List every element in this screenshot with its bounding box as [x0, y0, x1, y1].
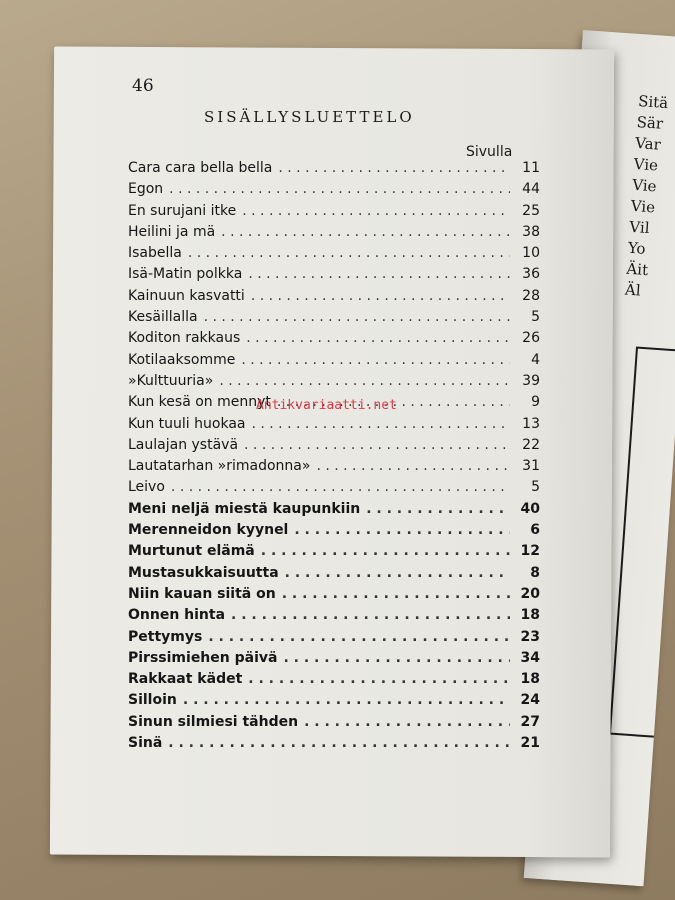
dot-leader [316, 458, 510, 474]
toc-page-number: 8 [530, 564, 540, 581]
toc-title: Pirssimiehen päivä [128, 649, 278, 666]
toc-title: Pettymys [128, 628, 203, 645]
toc-page-number: 9 [531, 394, 540, 411]
dot-leader [169, 181, 510, 197]
toc-entry [128, 181, 540, 202]
toc-title: »Kulttuuria» [128, 372, 214, 389]
toc-page-number: 18 [520, 671, 540, 688]
toc-page-number: 20 [520, 585, 540, 602]
toc-entry [128, 501, 540, 522]
dot-leader [285, 565, 510, 581]
toc-entry [128, 288, 540, 309]
toc-page-number: 25 [522, 202, 540, 219]
toc-page-number: 6 [530, 522, 540, 539]
dot-leader [168, 735, 510, 751]
toc-entry [128, 714, 540, 735]
toc-page-number: 40 [520, 500, 540, 517]
page-title: SISÄLLYSLUETTELO [204, 108, 415, 126]
toc-page-number: 31 [522, 458, 540, 475]
right-page-line: Sitä [637, 92, 669, 113]
toc-page-number: 24 [520, 692, 540, 709]
toc-page-number: 44 [522, 181, 540, 198]
dot-leader [204, 309, 510, 325]
toc-page-number: 18 [520, 607, 540, 624]
toc-page-number: 23 [520, 628, 540, 645]
dot-leader [304, 714, 510, 730]
right-page-line: Vie [633, 154, 659, 175]
toc-entry [128, 692, 540, 713]
right-page-line: Var [634, 133, 662, 154]
toc-title: Leivo [128, 479, 165, 496]
toc-entry [128, 203, 540, 224]
right-page-line: Yo [627, 238, 647, 258]
toc-title: En surujani itke [128, 202, 237, 219]
toc-title: Kotilaaksomme [128, 351, 236, 368]
right-page-line: Vie [631, 175, 658, 196]
toc-title: Merenneidon kyynel [128, 522, 289, 539]
toc-page-number: 28 [522, 287, 540, 304]
toc-entry [128, 352, 540, 373]
dot-leader [278, 160, 510, 176]
toc-title: Kesäillalla [128, 309, 198, 326]
toc-title: Isabella [128, 245, 182, 262]
toc-title: Kainuun kasvatti [128, 287, 245, 304]
dot-leader [248, 671, 510, 687]
toc-entry [128, 245, 540, 266]
toc-title: Mustasukkaisuutta [128, 564, 279, 581]
toc-entry [128, 543, 540, 564]
toc-title: Cara cara bella bella [128, 160, 273, 176]
toc-page-number: 11 [522, 160, 540, 176]
dot-leader [242, 203, 510, 219]
toc-title: Meni neljä miestä kaupunkiin [128, 500, 361, 517]
toc-entry [128, 160, 540, 181]
toc-entry [128, 671, 540, 692]
dot-leader [241, 352, 510, 368]
toc-entry [128, 565, 540, 586]
toc-title: Onnen hinta [128, 607, 226, 624]
dot-leader [208, 629, 510, 645]
page-column-label: Sivulla [466, 144, 513, 160]
dot-leader [183, 692, 510, 708]
toc-title: Koditon rakkaus [128, 330, 241, 347]
right-page-line: Sär [636, 112, 664, 133]
toc-entry [128, 650, 540, 671]
toc-page-number: 38 [522, 223, 540, 240]
toc-page-number: 13 [522, 415, 540, 432]
page-number: 46 [132, 76, 154, 96]
right-page-text [624, 92, 669, 304]
dot-leader [251, 288, 510, 304]
right-page-line: Äit [625, 259, 649, 280]
watermark: Antikvariaatti.net [256, 398, 397, 413]
toc-title: Rakkaat kädet [128, 671, 243, 688]
toc-entry [128, 607, 540, 628]
toc-entry [128, 735, 540, 756]
toc-page-number: 27 [520, 713, 540, 730]
dot-leader [219, 373, 510, 389]
dot-leader [244, 437, 510, 453]
toc-entry [128, 437, 540, 458]
table-of-contents [128, 160, 540, 756]
toc-title: Heilini ja mä [128, 223, 216, 240]
toc-title: Sinä [128, 735, 163, 752]
dot-leader [221, 224, 510, 240]
dot-leader [366, 501, 510, 517]
toc-entry [128, 522, 540, 543]
toc-page-number: 36 [522, 266, 540, 283]
toc-entry [128, 309, 540, 330]
dot-leader [282, 586, 510, 602]
toc-entry [128, 330, 540, 351]
right-page-line: Vie [630, 196, 656, 217]
toc-page-number: 22 [522, 436, 540, 453]
dot-leader [231, 607, 510, 623]
toc-entry [128, 479, 540, 500]
dot-leader [283, 650, 510, 666]
toc-title: Sinun silmiesi tähden [128, 713, 299, 730]
right-page-line: Vil [628, 217, 651, 238]
toc-title: Kun tuuli huokaa [128, 415, 246, 432]
toc-page-number: 39 [522, 372, 540, 389]
toc-entry [128, 458, 540, 479]
toc-title: Silloin [128, 692, 177, 709]
toc-entry [128, 266, 540, 287]
toc-page-number: 34 [520, 649, 540, 666]
right-page-line: Äl [624, 280, 642, 300]
toc-title: Egon [128, 181, 164, 198]
toc-title: Kun kesä on mennyt [128, 394, 271, 411]
toc-entry [128, 373, 540, 394]
dot-leader [171, 479, 510, 495]
dot-leader [188, 245, 510, 261]
dot-leader [246, 330, 510, 346]
toc-page-number: 5 [531, 479, 540, 496]
toc-title: Laulajan ystävä [128, 436, 239, 453]
toc-title: Isä-Matin polkka [128, 266, 243, 283]
toc-title: Niin kauan siitä on [128, 585, 276, 602]
toc-title: Lautatarhan »rimadonna» [128, 458, 311, 475]
dot-leader [248, 266, 510, 282]
dot-leader [261, 543, 510, 559]
toc-page-number: 26 [522, 330, 540, 347]
toc-entry [128, 416, 540, 437]
toc-entry [128, 586, 540, 607]
dot-leader [251, 416, 510, 432]
toc-page-number: 4 [531, 351, 540, 368]
dot-leader [294, 522, 510, 538]
toc-entry [128, 629, 540, 650]
toc-entry [128, 224, 540, 245]
toc-title: Murtunut elämä [128, 543, 255, 560]
toc-page-number: 5 [531, 309, 540, 326]
toc-page-number: 12 [520, 543, 540, 560]
toc-page-number: 10 [522, 245, 540, 262]
toc-page-number: 21 [520, 735, 540, 752]
